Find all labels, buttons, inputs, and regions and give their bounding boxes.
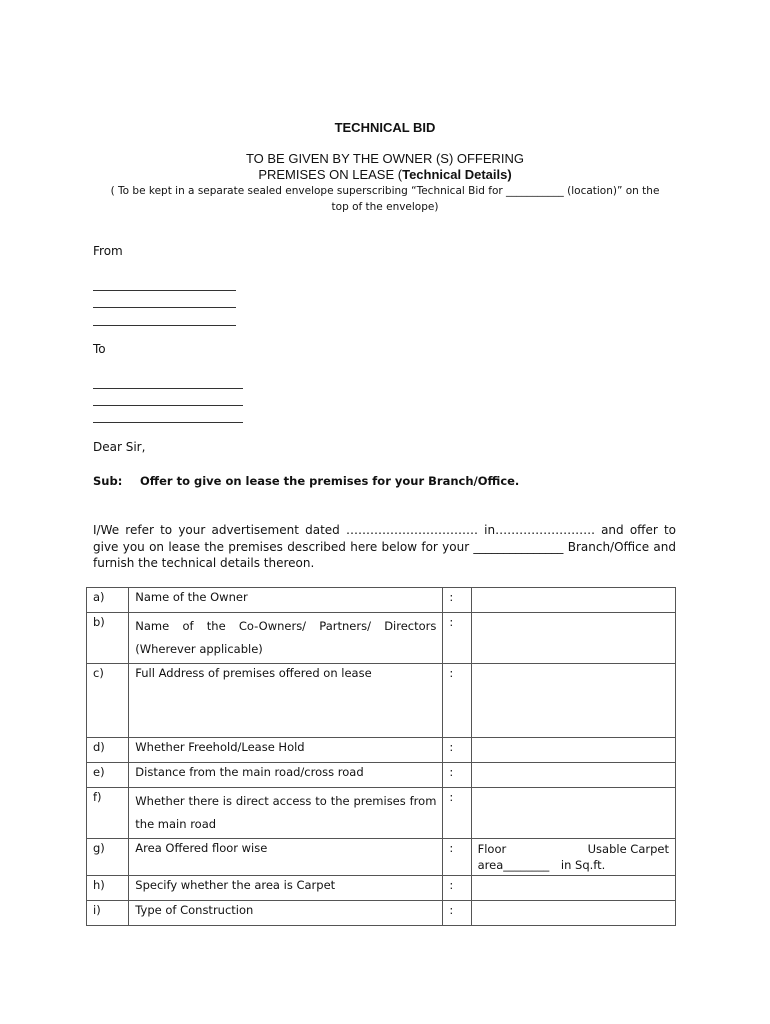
table-row <box>87 588 676 613</box>
row-value-cell[interactable] <box>471 901 675 926</box>
row-colon: : <box>443 588 471 613</box>
row-letter: a) <box>87 588 129 613</box>
row-value-cell[interactable] <box>471 588 675 613</box>
from-blank-line-1 <box>93 290 236 291</box>
row-value-cell[interactable] <box>471 738 675 763</box>
floor-area-header <box>478 841 669 857</box>
table-row <box>87 876 676 901</box>
row-colon: : <box>443 738 471 763</box>
row-value-cell[interactable] <box>471 876 675 901</box>
row-description: Whether Freehold/Lease Hold <box>129 738 443 763</box>
table-row <box>87 763 676 788</box>
envelope-note-line-2: top of the envelope) <box>331 201 439 213</box>
row-value-cell[interactable] <box>471 613 675 664</box>
envelope-note <box>90 183 680 215</box>
floor-area-line <box>478 857 669 873</box>
subject-text: Offer to give on lease the premises for your Branch/Office. <box>140 474 520 488</box>
row-letter: f) <box>87 788 129 839</box>
intro-paragraph: I/We refer to your advertisement dated …………………………… in……………………. and offer to give you on lease the premises described here below for your _______________ Branch/Office and furnish the technical details thereon. <box>93 523 676 570</box>
row-letter: g) <box>87 839 129 876</box>
row-letter: h) <box>87 876 129 901</box>
row-description: Distance from the main road/cross road <box>129 763 443 788</box>
row-letter: i) <box>87 901 129 926</box>
technical-details-table <box>86 587 676 926</box>
envelope-note-line-1: ( To be kept in a separate sealed envelope superscribing “Technical Bid for ___________ (location)” on the <box>110 185 660 197</box>
table-row <box>87 788 676 839</box>
row-description: Area Offered floor wise <box>129 839 443 876</box>
row-description: Specify whether the area is Carpet <box>129 876 443 901</box>
row-description: Whether there is direct access to the premises from the main road <box>129 788 443 839</box>
row-letter: b) <box>87 613 129 664</box>
row-colon: : <box>443 664 471 738</box>
row-description: Name of the Co-Owners/ Partners/ Directors (Wherever applicable) <box>129 613 443 664</box>
row-description: Type of Construction <box>129 901 443 926</box>
row-value-cell[interactable] <box>471 664 675 738</box>
row-colon: : <box>443 788 471 839</box>
row-colon: : <box>443 763 471 788</box>
to-label: To <box>93 342 106 356</box>
row-letter: e) <box>87 763 129 788</box>
row-letter: c) <box>87 664 129 738</box>
floor-label: Floor <box>477 842 507 856</box>
row-value-cell[interactable] <box>471 788 675 839</box>
to-blank-line-3 <box>93 422 243 423</box>
from-blank-line-3 <box>93 325 236 326</box>
sqft-label: in Sq.ft. <box>560 858 606 872</box>
row-letter: d) <box>87 738 129 763</box>
row-colon: : <box>443 901 471 926</box>
row-colon: : <box>443 839 471 876</box>
from-blank-line-2 <box>93 307 236 308</box>
subject-label: Sub: <box>93 474 123 488</box>
table-row <box>87 664 676 738</box>
row-colon: : <box>443 613 471 664</box>
row-description: Name of the Owner <box>129 588 443 613</box>
table-row <box>87 738 676 763</box>
usable-carpet-label: Usable Carpet <box>587 842 669 856</box>
area-blank: area________ <box>477 858 550 872</box>
heading-line-2 <box>0 167 770 182</box>
floor-area-cell[interactable] <box>471 839 675 876</box>
document-title: TECHNICAL BID <box>334 120 436 135</box>
salutation: Dear Sir, <box>93 440 146 454</box>
heading-line-2-prefix: PREMISES ON LEASE ( <box>258 167 403 182</box>
row-description: Full Address of premises offered on lease <box>129 664 443 738</box>
to-blank-line-1 <box>93 388 243 389</box>
heading-line-1: TO BE GIVEN BY THE OWNER (S) OFFERING <box>245 151 525 166</box>
row-colon: : <box>443 876 471 901</box>
row-value-cell[interactable] <box>471 763 675 788</box>
table-row <box>87 839 676 876</box>
heading-line-2-bold: Technical Details) <box>402 167 512 182</box>
to-blank-line-2 <box>93 405 243 406</box>
from-label: From <box>93 244 123 258</box>
table-row <box>87 613 676 664</box>
table-row <box>87 901 676 926</box>
